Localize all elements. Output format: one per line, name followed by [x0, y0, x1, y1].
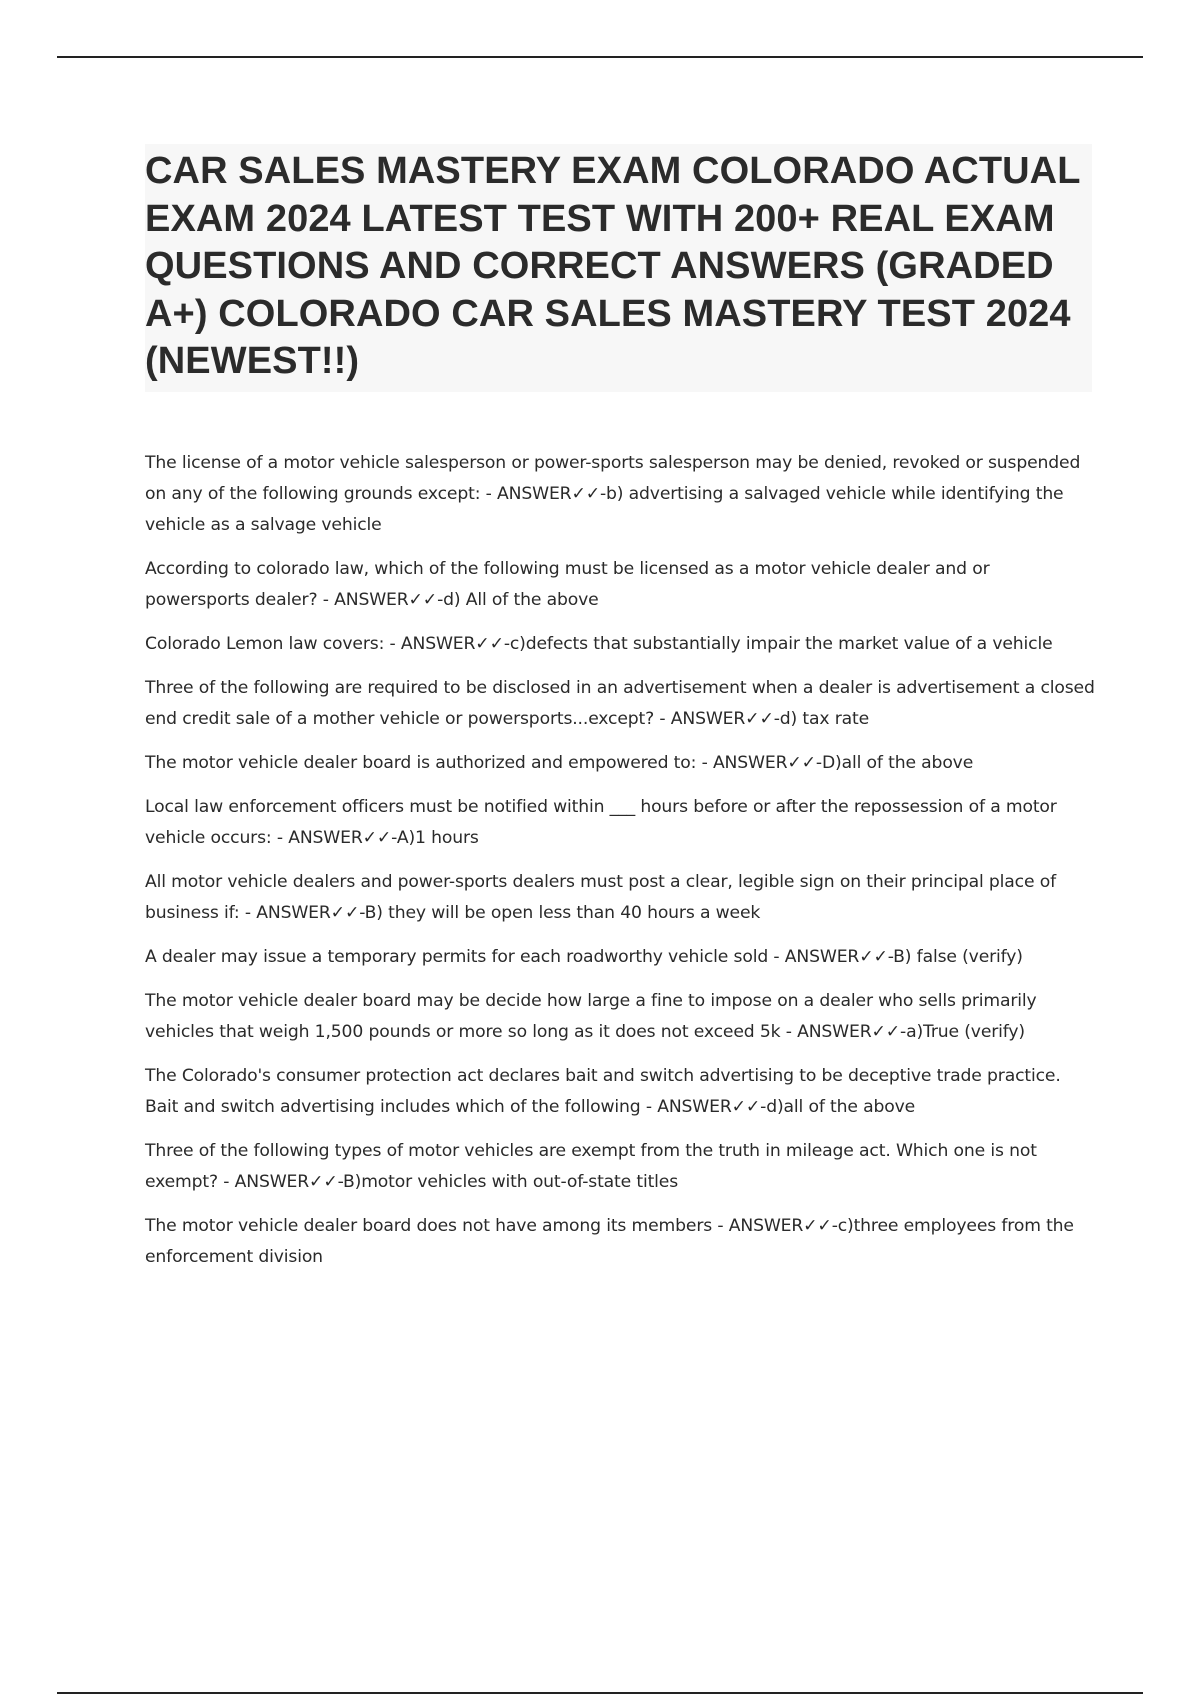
answer-marker: ANSWER✓✓: [256, 903, 360, 923]
answer-marker: ANSWER✓✓: [400, 634, 504, 654]
question-text: According to colorado law, which of the following must be licensed as a motor vehicle dealer and or powersports dealer? -: [145, 559, 990, 610]
qa-item: [145, 986, 1095, 1048]
qa-item: [145, 1136, 1095, 1198]
qa-item: [145, 748, 1095, 779]
qa-item: [145, 867, 1095, 929]
qa-item: [145, 673, 1095, 735]
answer-text: -d) All of the above: [437, 590, 599, 610]
answer-text: -a)True (verify): [900, 1022, 1025, 1042]
answer-marker: ANSWER✓✓: [234, 1172, 338, 1192]
question-text: The Colorado's consumer protection act declares bait and switch advertising to be deceptive trade practice. Bait and switch advertising includes which of the following -: [145, 1066, 1061, 1117]
footer-rule: [57, 1692, 1143, 1694]
qa-item: [145, 1061, 1095, 1123]
answer-marker: ANSWER✓✓: [728, 1216, 832, 1236]
answer-text: -B) false (verify): [887, 947, 1023, 967]
answer-marker: ANSWER✓✓: [657, 1097, 761, 1117]
answer-marker: ANSWER✓✓: [334, 590, 438, 610]
question-text: The license of a motor vehicle salesperson or power-sports salesperson may be denied, revoked or suspended on any of the following grounds except: -: [145, 453, 1081, 504]
header-rule: [57, 56, 1143, 58]
document-title: CAR SALES MASTERY EXAM COLORADO ACTUAL EXAM 2024 LATEST TEST WITH 200+ REAL EXAM QUESTIONS AND CORRECT ANSWERS (GRADED A+) COLORADO CAR SALES MASTERY TEST 2024 (NEWEST!!): [145, 150, 1080, 382]
qa-item: [145, 792, 1095, 854]
question-text: Three of the following are required to be disclosed in an advertisement when a dealer is advertisement a closed end credit sale of a mother vehicle or powersports...except? -: [145, 678, 1095, 729]
question-text: The motor vehicle dealer board does not have among its members -: [145, 1216, 729, 1236]
question-text: The motor vehicle dealer board is authorized and empowered to: -: [145, 753, 713, 773]
qa-list: [145, 448, 1095, 1286]
answer-marker: ANSWER✓✓: [784, 947, 888, 967]
answer-text: -B) they will be open less than 40 hours a week: [359, 903, 761, 923]
question-text: Local law enforcement officers must be notified within ___ hours before or after the repossession of a motor vehicle occurs: -: [145, 797, 1057, 848]
answer-text: -A)1 hours: [391, 828, 479, 848]
qa-item: [145, 629, 1095, 660]
answer-marker: ANSWER✓✓: [712, 753, 816, 773]
answer-text: -d) tax rate: [773, 709, 870, 729]
qa-item: [145, 942, 1095, 973]
qa-item: [145, 448, 1095, 541]
answer-text: -c)defects that substantially impair the market value of a vehicle: [503, 634, 1053, 654]
qa-item: [145, 1211, 1095, 1273]
question-text: The motor vehicle dealer board may be decide how large a fine to impose on a dealer who sells primarily vehicles that weigh 1,500 pounds or more so long as it does not exceed 5k -: [145, 991, 1037, 1042]
answer-text: -d)all of the above: [760, 1097, 916, 1117]
answer-marker: ANSWER✓✓: [797, 1022, 901, 1042]
answer-marker: ANSWER✓✓: [497, 484, 600, 504]
answer-marker: ANSWER✓✓: [670, 709, 774, 729]
title-block: [145, 144, 1092, 392]
question-text: Colorado Lemon law covers: -: [145, 634, 401, 654]
question-text: All motor vehicle dealers and power-sports dealers must post a clear, legible sign on their principal place of business if: -: [145, 872, 1056, 923]
answer-text: -B)motor vehicles with out-of-state titles: [337, 1172, 679, 1192]
answer-text: -b) advertising a salvaged vehicle while identifying the vehicle as a salvage vehicle: [145, 484, 1064, 535]
answer-text: -D)all of the above: [815, 753, 974, 773]
answer-text: -c)three employees from the enforcement division: [145, 1216, 1074, 1267]
question-text: A dealer may issue a temporary permits for each roadworthy vehicle sold -: [145, 947, 785, 967]
qa-item: [145, 554, 1095, 616]
answer-marker: ANSWER✓✓: [288, 828, 392, 848]
question-text: Three of the following types of motor vehicles are exempt from the truth in mileage act. Which one is not exempt? -: [145, 1141, 1037, 1192]
